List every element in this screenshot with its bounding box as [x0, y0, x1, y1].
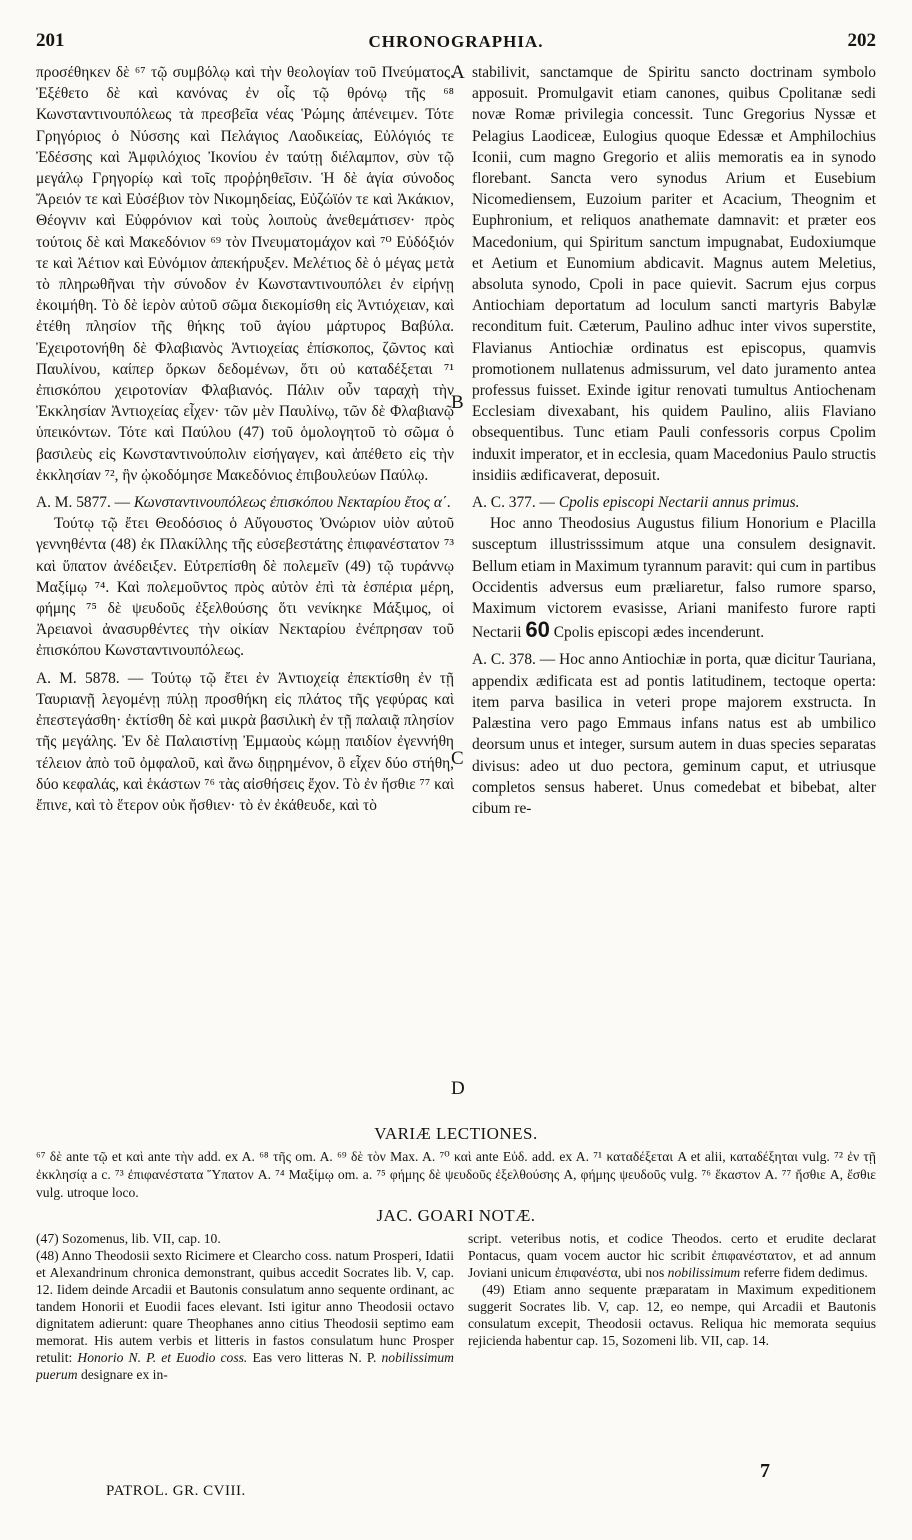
notes-left-column	[36, 1230, 454, 1488]
greek-column	[36, 62, 454, 1112]
note-48-tail-2: designare ex in-	[80, 1367, 168, 1382]
latin-column	[472, 62, 876, 1112]
note-48-italic: Honorio N. P. et Euodio coss.	[77, 1350, 248, 1365]
variae-lectiones-text: ⁶⁷ δὲ ante τῷ et καὶ ante τὴν add. ex A. ⁶⁸ τῆς om. A. ⁶⁹ δὲ τὸν Max. A. ⁷⁰ καὶ ante Εὐδ. add. ex A. ⁷¹ καταδέξεται A et alii, καταδέξηται vulg. ⁷² ἐν τῇ ἐκκλησίᾳ a c. ⁷³ ἐπιφανέστατα Ὕπατον A. ⁷⁴ Μαξίμῳ om. a. ⁷⁵ φήμης δὲ ψευδοῦς ἐξελθούσης A, φήμης ψευδοῦς vulg. ⁷⁶ ἕκαστον A. ⁷⁷ ἤσθιε A, ἔσθιε vulg. utroque loco.	[36, 1149, 876, 1200]
margin-marker-b: B	[451, 392, 464, 413]
latin-paragraph-2-tail: Cpolis episcopi ædes incenderunt.	[553, 624, 765, 642]
running-title: CHRONOGRAPHIA.	[368, 32, 544, 51]
note-48-text: (48) Anno Theodosii sexto Ricimere et Clearcho coss. natum Prosperi, Idatii et Alexandrinum chronica demonstrant, quibus accedit Socrates lib. V, cap. 12. Iidem deinde Arcadii et Bautonis consulatum anno sequente ordinant, ac tandem Honorii et Euodii faces elevant. Isti igitur anno Theodosii octavo dignitatem adierunt: quare Theophanes anno citius Theodosii septimo eam memorat. His autem verbis et litteris in fastos consulatum hunc Prosper retulit:	[36, 1248, 454, 1365]
margin-marker-a: A	[451, 62, 465, 83]
greek-entry-title-1: Κωνσταντινουπόλεως ἐπισκόπου Νεκταρίου ἔτος α΄.	[133, 494, 451, 512]
greek-paragraph-3: Τούτῳ τῷ ἔτει ἐν Ἀντιοχείᾳ ἐπεκτίσθη ἐν τῇ Ταυριανῇ λεγομένῃ πύλῃ προσθήκη εἰς πλάτος τῆς γεφύρας καὶ ἐπεστεγάσθη· ἐκτίσθη δὲ καὶ μικρὰ βασιλικὴ ἐν τῇ παλαιᾷ πλησίον τῆς μεγάλης. Ἐν δὲ Παλαιστίνῃ Ἐμμαοὺς κώμῃ παιδίον ἐγεννήθη τέλειον ἀπὸ τοῦ ὀμφαλοῦ, καὶ ἄνω διῃρημένον, ὃ εἶχεν δύο στήθη, δύο κεφαλάς, καὶ ἑκάστων ⁷⁶ τὰς αἰσθήσεις ἔχον. Τὸ ἐν ἤσθιε ⁷⁷ καὶ ἔπινε, καὶ τὸ ἕτερον οὐκ ἤσθιεν· τὸ ἐν ἐκάθευδε, καὶ τὸ	[36, 669, 454, 814]
note-48	[36, 1247, 454, 1383]
latin-era-label-1: A. C. 377. —	[472, 494, 555, 512]
latin-entry-title-1: Cpolis episcopi Nectarii annus primus.	[558, 494, 800, 512]
series-footer: PATROL. GR. CVIII.	[106, 1483, 246, 1499]
margin-marker-c: C	[451, 748, 464, 769]
signature-number: 7	[760, 1460, 770, 1482]
page-number-right: 202	[847, 30, 876, 51]
running-header	[36, 30, 876, 60]
note-48-continued-tail: referre fidem dedimus.	[743, 1265, 868, 1280]
column-number-marker: 60	[525, 617, 550, 643]
page-number-left: 201	[36, 30, 65, 51]
latin-paragraph-3: Hoc anno Antiochiæ in porta, quæ dicitur Tauriana, appendix ædificata est ad pontis latitudinem, tectoque operta: item parva basilica in veteri prope majorem exstructa. In Palæstina vero pago Emmaus infans natus est ab umbilico deorsum unus et integer, sursum autem in duas species separatas divisus: adeo ut duo pectora, geminum caput, et utriusque completos sensus haberet. Unus comedebat et bibebat, alter cibum re-	[472, 651, 876, 817]
greek-paragraph-2: Τούτῳ τῷ ἔτει Θεοδόσιος ὁ Αὔγουστος Ὀνώριον υἱὸν αὐτοῦ γεννηθέντα (48) ἐκ Πλακίλλης τῆς εὐσεβεστάτης ἐπιφανέστατον ⁷³ καὶ ὕπατον ἀνέδειξεν. Εὐτρεπίσθη δὲ πολεμεῖν (49) τῷ τυράννῳ Μαξίμῳ ⁷⁴. Καὶ πολεμοῦντος πρὸς αὐτὸν ἐπὶ τὰ ἑσπέρια μέρη, φήμης ⁷⁵ δὲ ψευδοῦς ἐξελθούσης ὅτι νενίκηκε Μάξιμος, οἱ Ἀρειανοὶ ἀνασυρθέντες τὴν οἰκίαν Νεκταρίου ἐνέπρησαν τοῦ ἐπισκόπου Κωνσταντινουπόλεως.	[36, 515, 454, 660]
latin-paragraph-2-text: Hoc anno Theodosius Augustus filium Honorium e Placilla susceptum illustrisssimum atque una consulem designavit. Bellum etiam in Maximum tyrannum paravit: qui cum in partibus Occidentis adversus eum præliaretur, falso rumore sparso, Maximum victorem evasisse, Ariani manifesto furore rapti Nectarii	[472, 515, 876, 642]
margin-marker-d: D	[451, 1078, 465, 1099]
variae-lectiones-title: VARIÆ LECTIONES.	[374, 1124, 538, 1143]
notes-title: JAC. GOARI NOTÆ.	[376, 1206, 536, 1225]
notes-right-column	[468, 1230, 876, 1410]
latin-year-entry-1	[472, 492, 876, 513]
greek-year-entry-2	[36, 668, 454, 816]
note-49: (49) Etiam anno sequente præparatam in Maximum expeditionem suggerit Socrates lib. V, cap. 12, eo nempe, qui Arcadii et Bautonis consulatum excepit, Theodosii octavus. Reliqua hic memorata sequius rejicienda habentur cap. 15, Sozomeni lib. VII, cap. 14.	[468, 1282, 876, 1348]
latin-paragraph-2	[472, 513, 876, 643]
greek-era-label-2: A. M. 5878. —	[36, 669, 144, 687]
greek-paragraph-1: προσέθηκεν δὲ ⁶⁷ τῷ συμβόλῳ καὶ τὴν θεολογίαν τοῦ Πνεύματος. Ἐξέθετο δὲ καὶ κανόνας ἐν οἷς τῷ θρόνῳ τῆς ⁶⁸ Κωνσταντινουπόλεως τὰ πρεσβεῖα νέας Ῥώμης ἀπένειμεν. Τότε Γρηγόριος ὁ Νύσσης καὶ Πελάγιος Λαοδικείας, Εὐλόγιός τε Ἐδέσσης καὶ Ἀμφιλόχιος Ἰκονίου ἐν ταύτῃ διέλαμπον, σὺν τῷ μεγάλῳ Γρηγορίῳ καὶ τοῖς προῤῥηθεῖσιν. Ἡ δὲ ἁγία σύνοδος Ἄρειόν τε καὶ Εὐσέβιον τὸν Νικομηδείας, Εὐζώϊόν τε καὶ Ἀκάκιον, Θέογνιν καὶ Εὐφρόνιον καὶ τοὺς λοιποὺς ἀνεθεμάτισεν· πρὸς τούτοις δὲ καὶ Μακεδόνιον ⁶⁹ τὸν Πνευματομάχον καὶ ⁷⁰ Εὐδόξιόν τε καὶ Ἀέτιον καὶ Εὐνόμιον ἀπεκήρυξεν. Μελέτιος δὲ ὁ μέγας μετὰ τὸ πληρωθῆναι τὴν σύνοδον ἐν Κωνσταντινουπόλει ἐν εἰρήνῃ ἐκοιμήθη. Τὸ δὲ ἱερὸν αὐτοῦ σῶμα διεκομίσθη εἰς Ἀντιόχειαν, καὶ ἐτέθη πλησίον τῆς θήκης τοῦ ἁγίου μάρτυρος Βαβύλα. Ἐχειροτονήθη δὲ Φλαβιανὸς Ἀντιοχείας ἐπίσκοπος, ζῶντος καὶ Παυλίνου, καίπερ ὅρκων δεδομένων, ὅτι οὐ καταδέξεται ⁷¹ ἐπισκόπου χειροτονίαν Φλαβιανός. Πάλιν οὖν ταραχὴ τὴν Ἐκκλησίαν Ἀντιοχείας εἶχεν· τῶν μὲν Παυλίνῳ, τῶν δὲ Φλαβιανῷ ὑπεικόντων. Τότε καὶ Παύλου (47) τοῦ ὁμολογητοῦ τὸ σῶμα ὁ βασιλεὺς εἰς Κωνσταντινούπολιν εἰσήγαγεν, καὶ ἀπέθετο εἰς τὴν ἐκκλησίαν ⁷², ἣν ᾠκοδόμησε Μακεδόνιος ἐπιβουλεύων Παύλῳ.	[36, 64, 454, 484]
note-48-tail: Eas vero litteras N. P.	[252, 1350, 377, 1365]
note-48-continued-text: script. veteribus notis, et codice Theodos. certo et erudite declarat Pontacus, quam vocem auctor hic scribit ἐπιφανέστατον, et ad annum Joviani unicum ἐπιφανέστα, ubi nos	[468, 1231, 876, 1280]
greek-year-entry-1	[36, 492, 454, 513]
greek-era-label-1: A. M. 5877. —	[36, 494, 131, 512]
note-48-italic-2: nobilissimum puerum	[36, 1350, 454, 1382]
latin-year-entry-2	[472, 649, 876, 819]
latin-paragraph-1: stabilivit, sanctamque de Spiritu sancto doctrinam symbolo apposuit. Promulgavit etiam canones, quibus Cpolitanæ sedi novæ Romæ privilegia concessit. Tunc Gregorius Nyssæ et Pelagius Laodiceæ, Eulogius quoque Edessæ et Amphilochius Iconii, cum magno Gregorio et aliis memoratis ea in synodo florebant. Sancta vero synodus Arium et Eusebium Nicomediensem, Euzoium pariter et Acacium, Theognim et Euphronium, et reliquos anathemate damnavit: et præter eos Macedonium, qui Spiritum sanctum impugnabat, Eudoxiumque et Aetium et Eunomium abdicavit. Magnus autem Meletius, absoluta synodo, Cpoli in pace quievit. Sacrum ejus corpus Antiochiam deportatum ad loculum sancti martyris Babylæ reconditum fuit. Cæterum, Paulino adhuc inter vivos superstite, Flavianus Antiochiæ ordinatus est episcopus, quamvis promotionem nullatenus admissurum, vel dato juramento antea professus fuisset. Exinde igitur renovati tumultus Antiochenam Ecclesiam divexabant, his quidem Paulino, aliis Flaviano obsequentibus. Tunc etiam Pauli confessoris corpus Cpolim induxit imperator, et in ecclesia, quam Macedonius Paulo structis insidiis ædificaverat, deposuit.	[472, 64, 876, 484]
latin-era-label-2: A. C. 378. —	[472, 651, 556, 669]
note-48-continued-italic: nobilissimum	[667, 1265, 741, 1280]
note-47: (47) Sozomenus, lib. VII, cap. 10.	[36, 1231, 221, 1246]
note-48-continued	[468, 1230, 876, 1281]
